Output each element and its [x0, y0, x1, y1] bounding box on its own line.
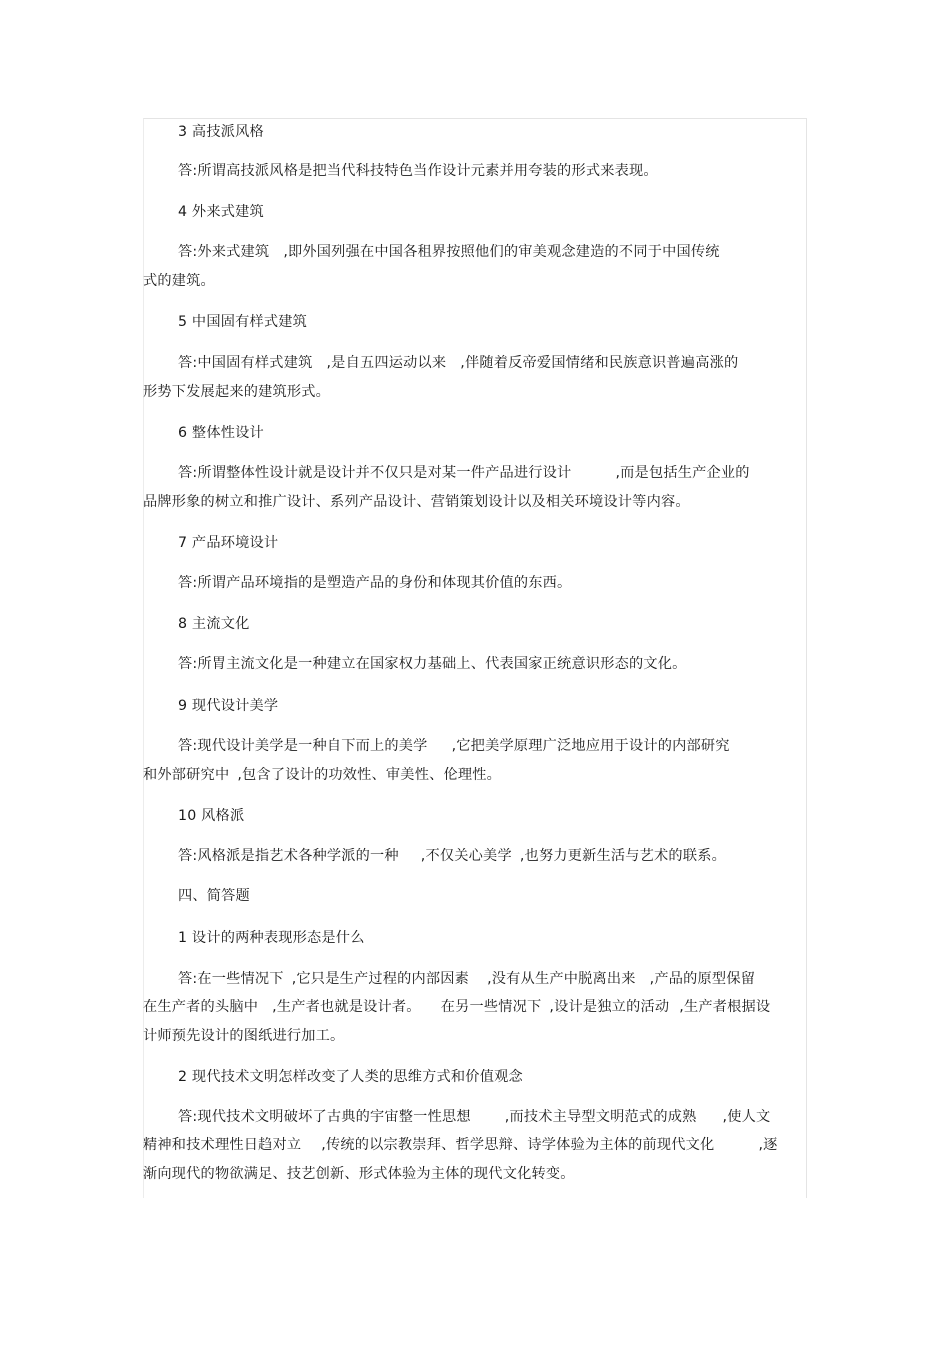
answer-line: 式的建筑。 [143, 273, 215, 289]
answer-segment: 答:中国固有样式建筑 [178, 355, 313, 371]
answer-segment: ,逐 [758, 1137, 778, 1153]
answer-segment: 在另一些情况下 [440, 999, 542, 1015]
answer-segment: ,生产者也就是设计者。 [272, 999, 421, 1015]
answer-segment: 精神和技术理性日趋对立 [143, 1137, 302, 1153]
answer-segment: 答:外来式建筑 [178, 244, 270, 260]
answer-line [143, 765, 501, 785]
answer-line [143, 997, 770, 1017]
term-heading: 4 外来式建筑 [178, 204, 264, 220]
term-heading: 5 中国固有样式建筑 [178, 314, 308, 330]
section-heading: 四、简答题 [178, 888, 250, 904]
answer-line: 答:所胃主流文化是一种建立在国家权力基础上、代表国家正统意识形态的文化。 [178, 656, 687, 672]
answer-segment: 在生产者的头脑中 [143, 999, 259, 1015]
answer-segment: ,伴随着反帝爱国情绪和民族意识普遍高涨的 [460, 355, 739, 371]
question-heading: 1 设计的两种表现形态是什么 [178, 930, 365, 946]
answer-line: 品牌形象的树立和推广设计、系列产品设计、营销策划设计以及相关环境设计等内容。 [143, 494, 690, 510]
answer-segment: 答:现代技术文明破坏了古典的宇宙整一性思想 [178, 1109, 471, 1125]
answer-line [178, 463, 750, 483]
answer-segment: 答:风格派是指艺术各种学派的一种 [178, 848, 399, 864]
answer-segment: ,是自五四运动以来 [326, 355, 447, 371]
answer-segment: ,包含了设计的功效性、审美性、伦理性。 [237, 767, 502, 783]
question-heading: 2 现代技术文明怎样改变了人类的思维方式和价值观念 [178, 1069, 523, 1085]
answer-line: 渐向现代的物欲满足、技艺创新、形式体验为主体的现代文化转变。 [143, 1166, 575, 1182]
answer-segment: ,也努力更新生活与艺术的联系。 [519, 848, 726, 864]
term-heading: 7 产品环境设计 [178, 535, 279, 551]
answer-segment: 答:所谓整体性设计就是设计并不仅只是对某一件产品进行设计 [178, 465, 572, 481]
answer-line: 答:所谓高技派风格是把当代科技特色当作设计元素并用夸装的形式来表现。 [178, 163, 658, 179]
answer-line: 计师预先设计的图纸进行加工。 [143, 1028, 345, 1044]
answer-segment: ,传统的以宗教崇拜、哲学思辩、诗学体验为主体的前现代文化 [321, 1137, 715, 1153]
answer-segment: ,使人文 [722, 1109, 771, 1125]
answer-segment: ,它把美学原理广泛地应用于设计的内部研究 [451, 738, 730, 754]
answer-line [178, 846, 726, 866]
term-heading: 9 现代设计美学 [178, 698, 279, 714]
answer-line [178, 1107, 770, 1127]
answer-segment: ,设计是独立的活动 [549, 999, 670, 1015]
answer-line [178, 969, 755, 989]
answer-segment: ,产品的原型保留 [649, 971, 756, 987]
answer-segment: ,不仅关心美学 [420, 848, 512, 864]
answer-segment: ,而是包括生产企业的 [615, 465, 750, 481]
answer-line [143, 1135, 778, 1155]
answer-line [178, 736, 730, 756]
term-heading: 6 整体性设计 [178, 425, 264, 441]
answer-line [178, 242, 720, 262]
answer-line: 形势下发展起来的建筑形式。 [143, 384, 331, 400]
answer-segment: 答:现代设计美学是一种自下而上的美学 [178, 738, 428, 754]
answer-segment: 答:在一些情况下 [178, 971, 284, 987]
term-heading: 10 风格派 [178, 808, 245, 824]
answer-segment: ,生产者根据设 [679, 999, 771, 1015]
answer-segment: ,而技术主导型文明范式的成熟 [504, 1109, 697, 1125]
answer-segment: ,没有从生产中脱离出来 [487, 971, 636, 987]
answer-line: 答:所谓产品环境指的是塑造产品的身份和体现其价值的东西。 [178, 575, 572, 591]
answer-segment: ,它只是生产过程的内部因素 [291, 971, 470, 987]
answer-line [178, 353, 738, 373]
answer-segment: ,即外国列强在中国各租界按照他们的审美观念建造的不同于中国传统 [283, 244, 720, 260]
term-heading: 8 主流文化 [178, 616, 250, 632]
term-heading: 3 高技派风格 [178, 124, 264, 140]
answer-segment: 和外部研究中 [143, 767, 230, 783]
